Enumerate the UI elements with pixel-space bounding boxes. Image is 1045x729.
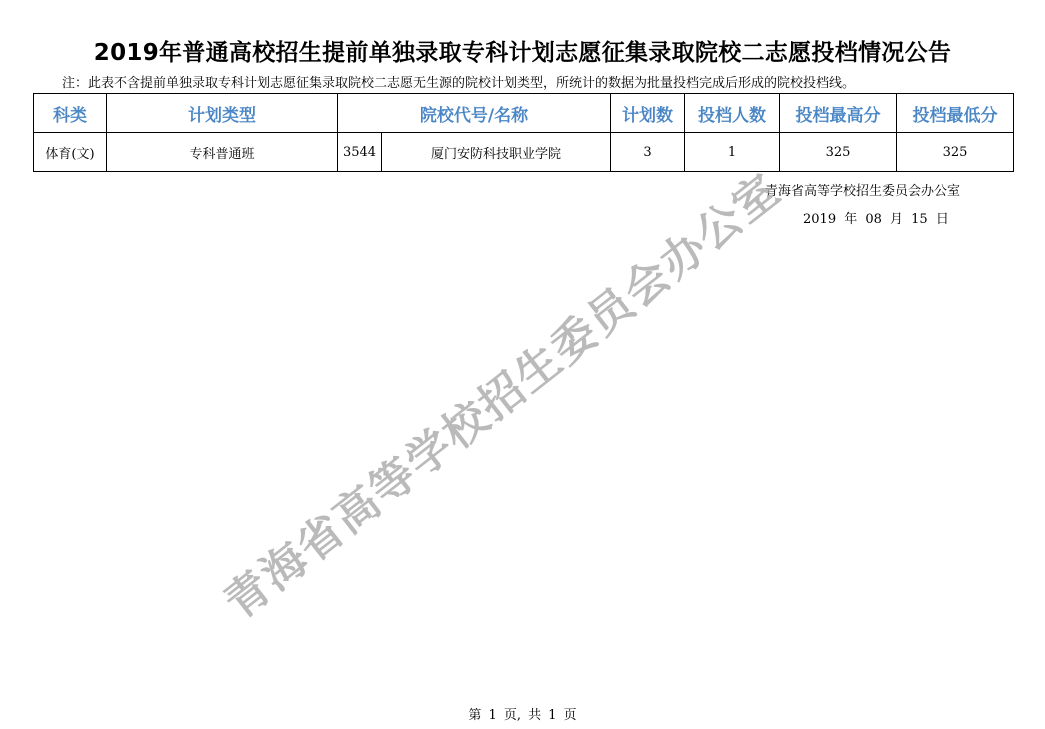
cell-plan-type: 专科普通班 [107, 133, 338, 172]
cell-school-name: 厦门安防科技职业学院 [382, 133, 611, 172]
header-school: 院校代号/名称 [338, 94, 611, 133]
header-category: 科类 [34, 94, 107, 133]
header-min-score: 投档最低分 [897, 94, 1014, 133]
header-plan-count: 计划数 [611, 94, 685, 133]
cell-min-score: 325 [897, 133, 1014, 172]
issue-date: 2019 年 08 月 15 日 [803, 212, 949, 227]
cell-applicants: 1 [685, 133, 780, 172]
cell-category: 体育(文) [34, 133, 107, 172]
document-note: 注：此表不含提前单独录取专科计划志愿征集录取院校二志愿无生源的院校计划类型，所统计的数据为批量投档完成后形成的院校投档线。 [62, 76, 856, 91]
cell-max-score: 325 [780, 133, 897, 172]
table-header-row [34, 94, 1014, 133]
issuing-office: 青海省高等学校招生委员会办公室 [765, 184, 961, 199]
table-row [34, 133, 1014, 172]
cell-school-code: 3544 [338, 133, 382, 172]
watermark-text: 青海省高等学校招生委员会办公室 [215, 164, 791, 630]
document-title: 2019年普通高校招生提前单独录取专科计划志愿征集录取院校二志愿投档情况公告 [93, 40, 952, 66]
header-applicants: 投档人数 [685, 94, 780, 133]
cell-plan-count: 3 [611, 133, 685, 172]
admission-table [33, 93, 1014, 172]
header-max-score: 投档最高分 [780, 94, 897, 133]
header-plan-type: 计划类型 [107, 94, 338, 133]
page-footer: 第 1 页, 共 1 页 [468, 708, 577, 723]
